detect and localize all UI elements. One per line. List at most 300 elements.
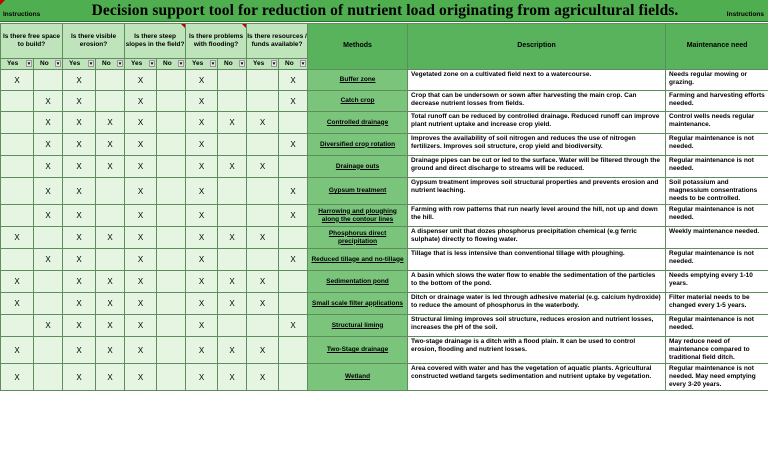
criteria-cell[interactable] xyxy=(218,227,247,249)
method-link[interactable]: Buffer zone xyxy=(308,70,408,91)
mark-x: X xyxy=(259,277,266,286)
criteria-cell[interactable] xyxy=(279,337,308,364)
criteria-cell[interactable] xyxy=(1,337,34,364)
criteria-cell[interactable] xyxy=(1,134,34,156)
mark-x: X xyxy=(290,255,296,264)
mark-x: X xyxy=(137,162,144,171)
mark-x: X xyxy=(45,321,51,330)
criteria-cell[interactable] xyxy=(96,70,125,91)
criteria-cell[interactable] xyxy=(1,178,34,205)
criteria-cell[interactable] xyxy=(125,178,157,205)
criteria-cell[interactable] xyxy=(125,293,157,315)
criteria-cell[interactable] xyxy=(125,337,157,364)
criteria-cell[interactable] xyxy=(279,91,308,112)
mark-x: X xyxy=(259,299,266,308)
filter-no-q2[interactable] xyxy=(96,59,125,70)
table-row xyxy=(1,156,768,178)
criteria-cell[interactable] xyxy=(157,227,186,249)
criteria-cell[interactable] xyxy=(247,337,279,364)
mark-x: X xyxy=(198,96,205,106)
mark-x: X xyxy=(198,140,205,149)
mark-x: X xyxy=(137,321,144,330)
criteria-cell[interactable] xyxy=(157,178,186,205)
criteria-cell[interactable] xyxy=(125,134,157,156)
method-link[interactable]: Harrowing and ploughing along the contour lines xyxy=(308,205,408,227)
criteria-cell[interactable] xyxy=(279,112,308,134)
table-row xyxy=(1,315,768,337)
criteria-cell[interactable] xyxy=(1,70,34,91)
mark-x: X xyxy=(76,162,82,171)
criteria-cell[interactable] xyxy=(157,271,186,293)
header-erosion: Is there visible erosion? xyxy=(63,24,125,59)
criteria-cell[interactable] xyxy=(279,271,308,293)
maintenance-need: Regular maintenance is not needed. xyxy=(666,205,768,227)
criteria-cell[interactable] xyxy=(34,156,63,178)
maintenance-need: Control wells needs regular maintenance. xyxy=(666,112,768,134)
criteria-cell[interactable] xyxy=(247,227,279,249)
criteria-cell[interactable] xyxy=(63,156,96,178)
mark-x: X xyxy=(45,186,51,196)
criteria-cell[interactable] xyxy=(63,227,96,249)
method-link[interactable]: Small scale filter applications xyxy=(308,293,408,315)
filter-label: Yes xyxy=(253,60,265,67)
criteria-cell[interactable] xyxy=(63,315,96,337)
criteria-cell[interactable] xyxy=(218,178,247,205)
mark-x: X xyxy=(107,345,113,355)
maintenance-need: May reduce need of maintenance compared to traditional field ditch. xyxy=(666,337,768,364)
method-description: Ditch or drainage water is led through adhesive material (e.g. calcium hydroxide) to reduce the amount of phosphorus in the waterbody. xyxy=(408,293,666,315)
mark-x: X xyxy=(198,211,205,220)
mark-x: X xyxy=(198,321,205,330)
mark-x: X xyxy=(137,140,144,149)
criteria-cell[interactable] xyxy=(63,70,96,91)
mark-x: X xyxy=(198,186,205,196)
criteria-cell[interactable] xyxy=(157,337,186,364)
method-link[interactable]: Sedimentation pond xyxy=(308,271,408,293)
filter-no-q3[interactable] xyxy=(157,59,186,70)
criteria-cell[interactable] xyxy=(63,293,96,315)
method-description: A dispenser unit that dozes phosphorus precipitation chemical (e.g ferric sulphate) directly to flowing water. xyxy=(408,227,666,249)
method-description: Area covered with water and has the vegetation of aquatic plants. Agricultural constructed wetland targets sedimentation and nutrient uptake by vegetation. xyxy=(408,364,666,391)
criteria-cell[interactable] xyxy=(96,227,125,249)
mark-x: X xyxy=(229,118,235,127)
mark-x: X xyxy=(198,255,205,264)
criteria-cell[interactable] xyxy=(96,337,125,364)
header-methods: Methods xyxy=(308,24,408,70)
criteria-cell[interactable] xyxy=(96,315,125,337)
criteria-cell[interactable] xyxy=(247,112,279,134)
method-link[interactable]: Diversified crop rotation xyxy=(308,134,408,156)
method-description: Total runoff can be reduced by controlled drainage. Reduced runoff can improve plant nutrient uptake and increase crop yield. xyxy=(408,112,666,134)
criteria-cell[interactable] xyxy=(157,364,186,391)
criteria-cell[interactable] xyxy=(96,271,125,293)
criteria-cell[interactable] xyxy=(1,315,34,337)
method-description: Crop that can be undersown or sown after harvesting the main crop. Can decrease nutrient losses from fields. xyxy=(408,91,666,112)
header-free-space: Is there free space to build? xyxy=(1,24,63,59)
mark-x: X xyxy=(107,162,113,171)
mark-x: X xyxy=(259,162,266,171)
mark-x: X xyxy=(290,96,296,106)
filter-label: Yes xyxy=(192,60,204,67)
method-link[interactable]: Gypsum treatment xyxy=(308,178,408,205)
criteria-cell[interactable] xyxy=(34,205,63,227)
filter-yes-q1[interactable] xyxy=(1,59,34,70)
mark-x: X xyxy=(45,96,51,106)
criteria-cell[interactable] xyxy=(247,249,279,271)
table-row xyxy=(1,112,768,134)
criteria-cell[interactable] xyxy=(125,249,157,271)
criteria-cell[interactable] xyxy=(279,227,308,249)
maintenance-need: Needs emptying every 1-10 years. xyxy=(666,271,768,293)
mark-x: X xyxy=(107,233,113,242)
criteria-cell[interactable] xyxy=(34,293,63,315)
criteria-cell[interactable] xyxy=(218,70,247,91)
filter-label: Yes xyxy=(7,60,19,67)
criteria-cell[interactable] xyxy=(125,91,157,112)
header-resources: Is there resources / funds available? xyxy=(247,24,308,59)
mark-x: X xyxy=(107,118,113,127)
criteria-cell[interactable] xyxy=(218,249,247,271)
criteria-cell[interactable] xyxy=(34,91,63,112)
criteria-cell[interactable] xyxy=(125,315,157,337)
criteria-cell[interactable] xyxy=(1,293,34,315)
criteria-cell[interactable] xyxy=(279,156,308,178)
mark-x: X xyxy=(76,186,82,196)
mark-x: X xyxy=(290,211,296,220)
criteria-cell[interactable] xyxy=(96,178,125,205)
table-row xyxy=(1,178,768,205)
table-row xyxy=(1,227,768,249)
table-row xyxy=(1,364,768,391)
mark-x: X xyxy=(259,118,266,127)
criteria-cell[interactable] xyxy=(34,337,63,364)
criteria-cell[interactable] xyxy=(157,91,186,112)
dropdown-arrow-icon[interactable]: ▾ xyxy=(179,61,183,67)
criteria-cell[interactable] xyxy=(218,315,247,337)
criteria-cell[interactable] xyxy=(1,156,34,178)
criteria-cell[interactable] xyxy=(279,70,308,91)
maintenance-need: Farming and harvesting efforts needed. xyxy=(666,91,768,112)
mark-x: X xyxy=(76,277,82,286)
table-row xyxy=(1,205,768,227)
criteria-cell[interactable] xyxy=(157,315,186,337)
criteria-cell[interactable] xyxy=(279,364,308,391)
method-link[interactable]: Structural liming xyxy=(308,315,408,337)
mark-x: X xyxy=(137,96,144,106)
filter-label: Yes xyxy=(131,60,143,67)
criteria-cell[interactable] xyxy=(34,271,63,293)
method-description: Two-stage drainage is a ditch with a flood plain. It can be used to control erosion, flooding and nutrient losses. xyxy=(408,337,666,364)
criteria-cell[interactable] xyxy=(1,364,34,391)
criteria-cell[interactable] xyxy=(186,364,218,391)
criteria-cell[interactable] xyxy=(125,271,157,293)
filter-label: No xyxy=(102,60,111,67)
criteria-cell[interactable] xyxy=(218,91,247,112)
criteria-cell[interactable] xyxy=(1,227,34,249)
criteria-cell[interactable] xyxy=(186,178,218,205)
criteria-cell[interactable] xyxy=(34,315,63,337)
filter-no-q4[interactable] xyxy=(218,59,247,70)
criteria-cell[interactable] xyxy=(125,156,157,178)
criteria-cell[interactable] xyxy=(63,112,96,134)
mark-x: X xyxy=(76,96,82,106)
criteria-cell[interactable] xyxy=(96,205,125,227)
dropdown-arrow-icon[interactable]: ▾ xyxy=(272,61,276,67)
criteria-cell[interactable] xyxy=(247,134,279,156)
criteria-cell[interactable] xyxy=(186,293,218,315)
mark-x: X xyxy=(137,345,144,355)
filter-label: No xyxy=(163,60,172,67)
instructions-link-right[interactable]: Instructions xyxy=(726,11,764,18)
criteria-cell[interactable] xyxy=(125,70,157,91)
method-link[interactable]: Controlled drainage xyxy=(308,112,408,134)
mark-x: X xyxy=(76,75,82,85)
decision-table xyxy=(0,23,768,391)
criteria-cell[interactable] xyxy=(186,337,218,364)
criteria-cell[interactable] xyxy=(279,315,308,337)
mark-x: X xyxy=(76,255,82,264)
dropdown-arrow-icon[interactable]: ▾ xyxy=(240,61,244,67)
criteria-cell[interactable] xyxy=(218,134,247,156)
filter-yes-q4[interactable] xyxy=(186,59,218,70)
mark-x: X xyxy=(76,345,82,355)
criteria-cell[interactable] xyxy=(157,205,186,227)
mark-x: X xyxy=(76,211,82,220)
criteria-cell[interactable] xyxy=(63,364,96,391)
criteria-cell[interactable] xyxy=(96,134,125,156)
criteria-cell[interactable] xyxy=(279,134,308,156)
instructions-link-left[interactable]: Instructions xyxy=(3,11,41,18)
criteria-cell[interactable] xyxy=(125,227,157,249)
mark-x: X xyxy=(290,186,296,196)
filter-yes-q5[interactable] xyxy=(247,59,279,70)
filter-label: No xyxy=(40,60,49,67)
comment-marker-icon xyxy=(181,24,185,28)
maintenance-need: Regular maintenance is not needed. xyxy=(666,315,768,337)
mark-x: X xyxy=(259,233,266,242)
criteria-cell[interactable] xyxy=(157,112,186,134)
criteria-cell[interactable] xyxy=(247,178,279,205)
comment-marker-icon xyxy=(0,0,5,5)
criteria-cell[interactable] xyxy=(63,178,96,205)
mark-x: X xyxy=(290,75,296,85)
criteria-cell[interactable] xyxy=(186,91,218,112)
mark-x: X xyxy=(198,372,205,382)
dropdown-arrow-icon[interactable]: ▾ xyxy=(27,61,31,67)
method-description: Improves the availability of soil nitrogen and reduces the use of nitrogen fertilizers. Improves soil structure, crop yield and biodiversity. xyxy=(408,134,666,156)
page-title: Decision support tool for reduction of nutrient load originating from agricultural fields. xyxy=(91,2,679,19)
criteria-cell[interactable] xyxy=(247,315,279,337)
criteria-cell[interactable] xyxy=(157,293,186,315)
method-description: Drainage pipes can be cut or led to the surface. Water will be filtered through the ground and direct discharge to streams will be reduced. xyxy=(408,156,666,178)
mark-x: X xyxy=(198,162,205,171)
criteria-cell[interactable] xyxy=(247,364,279,391)
mark-x: X xyxy=(137,75,144,85)
criteria-cell[interactable] xyxy=(1,205,34,227)
mark-x: X xyxy=(76,233,82,242)
criteria-cell[interactable] xyxy=(186,134,218,156)
criteria-cell[interactable] xyxy=(96,293,125,315)
criteria-cell[interactable] xyxy=(34,112,63,134)
mark-x: X xyxy=(45,255,51,264)
criteria-cell[interactable] xyxy=(34,249,63,271)
criteria-cell[interactable] xyxy=(63,205,96,227)
header-description: Description xyxy=(408,24,666,70)
comment-marker-icon xyxy=(242,24,246,28)
mark-x: X xyxy=(14,372,20,382)
header-steep-slopes: Is there steep slopes in the field? xyxy=(125,24,186,59)
mark-x: X xyxy=(290,321,296,330)
dropdown-arrow-icon[interactable]: ▾ xyxy=(89,61,93,67)
table-row xyxy=(1,337,768,364)
criteria-cell[interactable] xyxy=(125,112,157,134)
criteria-cell[interactable] xyxy=(186,70,218,91)
criteria-cell[interactable] xyxy=(34,134,63,156)
criteria-cell[interactable] xyxy=(125,364,157,391)
criteria-cell[interactable] xyxy=(218,271,247,293)
criteria-cell[interactable] xyxy=(186,156,218,178)
mark-x: X xyxy=(198,277,205,286)
mark-x: X xyxy=(259,345,266,355)
criteria-cell[interactable] xyxy=(63,337,96,364)
criteria-cell[interactable] xyxy=(218,112,247,134)
dropdown-arrow-icon[interactable]: ▾ xyxy=(150,61,154,67)
maintenance-need: Regular maintenance is not needed. May need emptying every 3-20 years. xyxy=(666,364,768,391)
maintenance-need: Regular maintenance is not needed. xyxy=(666,156,768,178)
criteria-cell[interactable] xyxy=(247,70,279,91)
mark-x: X xyxy=(137,211,144,220)
filter-label: No xyxy=(285,60,294,67)
mark-x: X xyxy=(76,299,82,308)
mark-x: X xyxy=(107,372,113,382)
mark-x: X xyxy=(229,277,235,286)
mark-x: X xyxy=(76,140,82,149)
criteria-cell[interactable] xyxy=(157,156,186,178)
method-link[interactable]: Drainage outs xyxy=(308,156,408,178)
maintenance-need: Regular maintenance is not needed. xyxy=(666,134,768,156)
criteria-cell[interactable] xyxy=(157,134,186,156)
mark-x: X xyxy=(259,372,266,382)
dropdown-arrow-icon[interactable]: ▾ xyxy=(118,61,122,67)
criteria-cell[interactable] xyxy=(186,227,218,249)
header-maintenance: Maintenance need xyxy=(666,24,768,70)
criteria-cell[interactable] xyxy=(247,293,279,315)
mark-x: X xyxy=(137,186,144,196)
criteria-cell[interactable] xyxy=(247,91,279,112)
mark-x: X xyxy=(76,372,82,382)
criteria-cell[interactable] xyxy=(125,205,157,227)
criteria-cell[interactable] xyxy=(34,227,63,249)
method-description: Tillage that is less intensive than conventional tillage with ploughing. xyxy=(408,249,666,271)
method-link[interactable]: Catch crop xyxy=(308,91,408,112)
method-link[interactable]: Reduced tillage and no-tillage xyxy=(308,249,408,271)
mark-x: X xyxy=(45,118,51,127)
criteria-cell[interactable] xyxy=(96,91,125,112)
criteria-cell[interactable] xyxy=(34,178,63,205)
dropdown-arrow-icon[interactable]: ▾ xyxy=(301,61,305,67)
dropdown-arrow-icon[interactable]: ▾ xyxy=(211,61,215,67)
criteria-cell[interactable] xyxy=(247,156,279,178)
criteria-cell[interactable] xyxy=(34,364,63,391)
mark-x: X xyxy=(45,211,51,220)
criteria-cell[interactable] xyxy=(1,249,34,271)
filter-no-q5[interactable] xyxy=(279,59,308,70)
mark-x: X xyxy=(198,345,205,355)
criteria-cell[interactable] xyxy=(247,205,279,227)
criteria-cell[interactable] xyxy=(279,178,308,205)
criteria-cell[interactable] xyxy=(63,271,96,293)
mark-x: X xyxy=(198,299,205,308)
criteria-cell[interactable] xyxy=(279,205,308,227)
method-description: A basin which slows the water flow to enable the sedimentation of the particles to the bottom of the pond. xyxy=(408,271,666,293)
mark-x: X xyxy=(198,118,205,127)
criteria-cell[interactable] xyxy=(218,293,247,315)
mark-x: X xyxy=(107,321,113,330)
method-link[interactable]: Two-Stage drainage xyxy=(308,337,408,364)
mark-x: X xyxy=(198,233,205,242)
method-description: Gypsum treatment improves soil structural properties and prevents erosion and nutrient leaching. xyxy=(408,178,666,205)
table-row xyxy=(1,249,768,271)
mark-x: X xyxy=(290,140,296,149)
mark-x: X xyxy=(137,372,144,382)
maintenance-need: Regular maintenance is not needed. xyxy=(666,249,768,271)
criteria-cell[interactable] xyxy=(63,134,96,156)
criteria-cell[interactable] xyxy=(218,364,247,391)
header-flooding: Is there problems with flooding? xyxy=(186,24,247,59)
criteria-cell[interactable] xyxy=(218,205,247,227)
criteria-cell[interactable] xyxy=(96,364,125,391)
criteria-cell[interactable] xyxy=(157,249,186,271)
dropdown-arrow-icon[interactable]: ▾ xyxy=(56,61,60,67)
method-link[interactable]: Wetland xyxy=(308,364,408,391)
criteria-cell[interactable] xyxy=(218,156,247,178)
criteria-cell[interactable] xyxy=(96,112,125,134)
criteria-cell[interactable] xyxy=(63,249,96,271)
criteria-cell[interactable] xyxy=(63,91,96,112)
criteria-cell[interactable] xyxy=(218,337,247,364)
criteria-cell[interactable] xyxy=(1,271,34,293)
mark-x: X xyxy=(137,299,144,308)
mark-x: X xyxy=(45,162,51,171)
mark-x: X xyxy=(14,75,20,85)
criteria-cell[interactable] xyxy=(186,249,218,271)
filter-label: Yes xyxy=(69,60,81,67)
mark-x: X xyxy=(229,162,235,171)
criteria-cell[interactable] xyxy=(186,112,218,134)
mark-x: X xyxy=(229,299,235,308)
criteria-cell[interactable] xyxy=(34,70,63,91)
method-description: Farming with row patterns that run nearly level around the hill, not up and down the hill. xyxy=(408,205,666,227)
criteria-cell[interactable] xyxy=(279,249,308,271)
criteria-cell[interactable] xyxy=(186,315,218,337)
filter-yes-q2[interactable] xyxy=(63,59,96,70)
criteria-cell[interactable] xyxy=(1,91,34,112)
table-row xyxy=(1,271,768,293)
criteria-cell[interactable] xyxy=(247,271,279,293)
criteria-cell[interactable] xyxy=(157,70,186,91)
criteria-cell[interactable] xyxy=(186,271,218,293)
criteria-cell[interactable] xyxy=(96,156,125,178)
mark-x: X xyxy=(76,321,82,330)
filter-yes-q3[interactable] xyxy=(125,59,157,70)
filter-no-q1[interactable] xyxy=(34,59,63,70)
method-link[interactable]: Phosphorus direct precipitation xyxy=(308,227,408,249)
criteria-cell[interactable] xyxy=(1,112,34,134)
maintenance-need: Filter material needs to be changed every 1-5 years. xyxy=(666,293,768,315)
criteria-cell[interactable] xyxy=(279,293,308,315)
criteria-cell[interactable] xyxy=(186,205,218,227)
criteria-cell[interactable] xyxy=(96,249,125,271)
